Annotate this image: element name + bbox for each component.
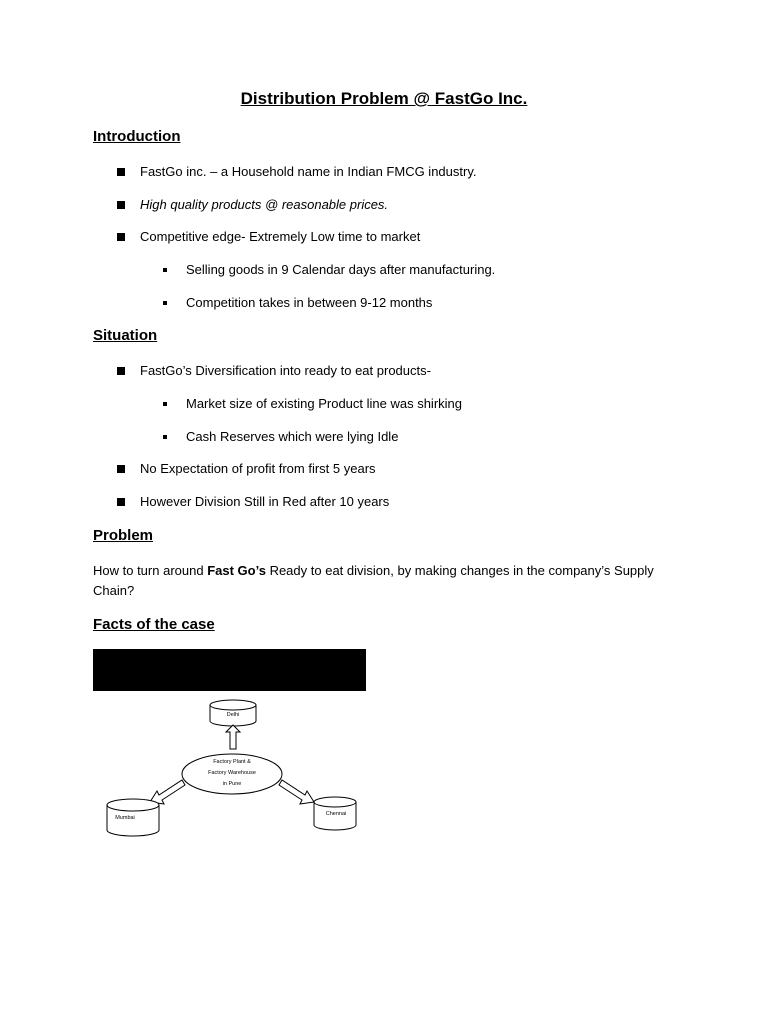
problem-text-end: Ready to eat division, by making changes in the company’s Supply Chain? — [93, 563, 654, 598]
square-bullet-icon — [117, 367, 125, 375]
situation-subitem-1: Market size of existing Product line was shirking — [186, 396, 463, 411]
arrow-down-left-icon — [150, 780, 185, 804]
intro-subitem-2: Competition takes in between 9-12 months — [186, 295, 433, 310]
intro-item-2: High quality products @ reasonable prices. — [140, 197, 389, 212]
square-bullet-icon — [117, 168, 125, 176]
square-bullet-icon — [117, 201, 125, 209]
square-bullet-icon — [117, 498, 125, 506]
center-label-line2: Factory Warehouse — [208, 770, 256, 776]
situation-subitem-2: Cash Reserves which were lying Idle — [186, 429, 399, 444]
small-square-bullet-icon — [163, 435, 167, 439]
square-bullet-icon — [117, 233, 125, 241]
intro-subitem-1: Selling goods in 9 Calendar days after manufacturing. — [186, 262, 496, 277]
situation-item-3: However Division Still in Red after 10 years — [140, 494, 390, 509]
chennai-warehouse-node — [314, 797, 356, 830]
delhi-label: Delhi — [226, 712, 240, 718]
heading-facts: Facts of the case — [93, 616, 215, 633]
situation-item-1: FastGo’s Diversification into ready to eat products- — [140, 363, 431, 378]
heading-situation: Situation — [93, 327, 158, 344]
small-square-bullet-icon — [163, 402, 167, 406]
intro-item-1: FastGo inc. – a Household name in Indian FMCG industry. — [140, 164, 477, 179]
arrow-down-right-icon — [279, 780, 314, 804]
small-square-bullet-icon — [163, 301, 167, 305]
center-label-line1: Factory Plant & — [213, 759, 251, 765]
arrow-up-icon — [226, 725, 240, 749]
page-title: Distribution Problem @ FastGo Inc. — [240, 89, 528, 108]
chennai-label: Chennai — [325, 811, 347, 817]
mumbai-label: Mumbai — [115, 815, 135, 821]
situation-item-2: No Expectation of profit from first 5 years — [140, 461, 376, 476]
pune-factory-node — [182, 754, 282, 794]
distribution-diagram — [93, 691, 373, 841]
problem-text-start: How to turn around — [93, 563, 208, 578]
center-label-line3: in Pune — [222, 781, 242, 787]
square-bullet-icon — [117, 465, 125, 473]
intro-item-3: Competitive edge- Extremely Low time to market — [140, 229, 421, 244]
problem-statement — [93, 561, 673, 601]
mumbai-warehouse-node — [107, 799, 159, 836]
redacted-black-bar — [93, 649, 366, 691]
small-square-bullet-icon — [163, 268, 167, 272]
delhi-warehouse-node — [210, 700, 256, 726]
heading-problem: Problem — [93, 527, 154, 544]
problem-company-name: Fast Go’s — [207, 563, 266, 578]
heading-introduction: Introduction — [93, 128, 181, 145]
